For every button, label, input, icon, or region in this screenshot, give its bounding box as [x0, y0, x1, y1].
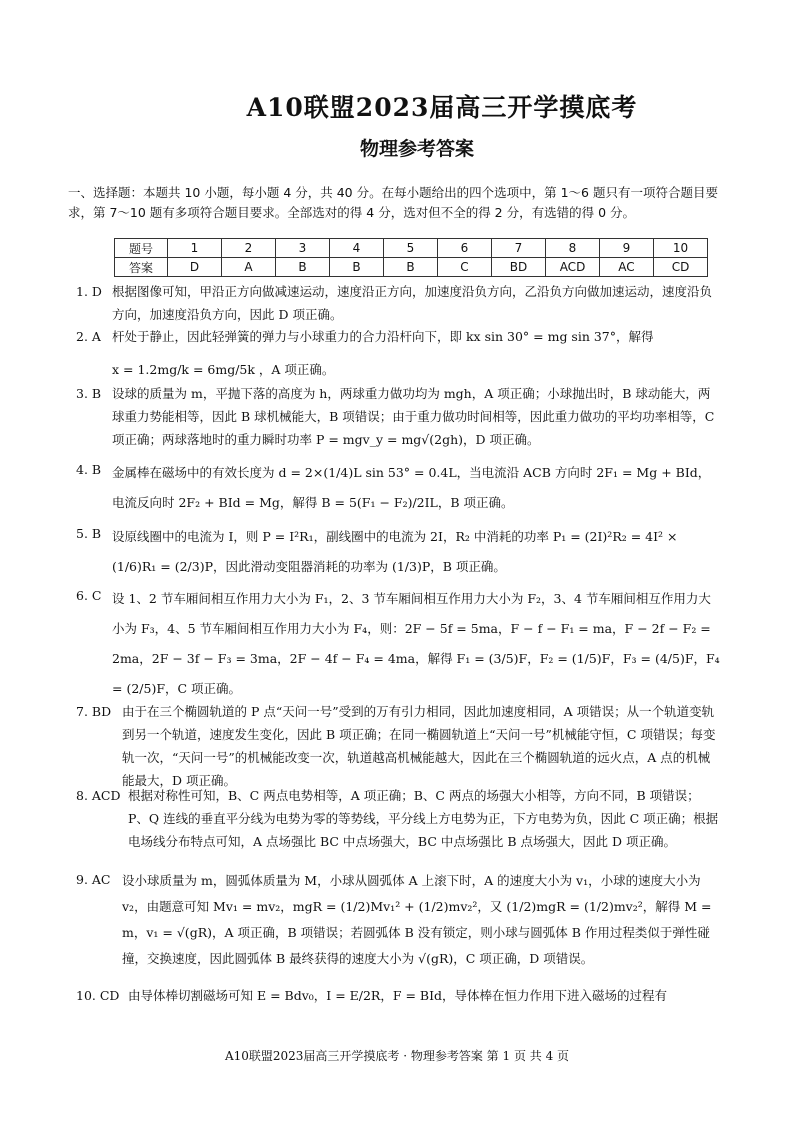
question-number: 4. B	[76, 462, 102, 477]
question-text: 设原线圈中的电流为 I，则 P = I²R₁，副线圈中的电流为 2I，R₂ 中消耗的功率 P₁ = (2I)²R₂ = 4I² × (1/6)R₁ = (2/3)P，因此滑动变阻器消耗的功率为 (1/3)P，B 项正确。	[112, 529, 678, 574]
table-cell: AC	[600, 258, 654, 277]
question-text: 杆处于静止，因此轻弹簧的弹力与小球重力的合力沿杆向下，即 kx sin 30° = mg sin 37°，解得	[112, 329, 654, 344]
table-cell: 2	[222, 239, 276, 258]
question-number: 1. D	[76, 284, 102, 299]
question-number: 9. AC	[76, 872, 111, 887]
table-cell: B	[384, 258, 438, 277]
table-row	[115, 239, 708, 258]
question-4	[76, 458, 720, 518]
question-5	[76, 522, 720, 582]
question-text: 设小球质量为 m，圆弧体质量为 M，小球从圆弧体 A 上滚下时，A 的速度大小为 v₁，小球的速度大小为 v₂，由题意可知 Mv₁ = mv₂，mgR = (1/2)Mv₁² + (1/2)mv₂²，又 (1/2)mgR = (1/2)mv₂²，解得 M = m，v₁ = √(gR)，A 项正确，B 项错误；若圆弧体 B 没有锁定，则小球与圆弧体 B 作用过程类似于弹性碰撞，交换速度，因此圆弧体 B 最终获得的速度大小为 √(gR)，C 项正确，D 项错误。	[122, 873, 712, 966]
page-subtitle: 物理参考答案	[359, 138, 474, 160]
answer-table	[114, 238, 708, 277]
question-3	[76, 382, 720, 451]
question-number: 2. A	[76, 329, 101, 344]
table-cell: 4	[330, 239, 384, 258]
table-cell: 3	[276, 239, 330, 258]
section-intro: 一、选择题：本题共 10 小题，每小题 4 分，共 40 分。在每小题给出的四个选项中，第 1～6 题只有一项符合题目要求，第 7～10 题有多项符合题目要求。全部选对的得 4 分，选对但不全的得 2 分，有选错的得 0 分。	[68, 185, 718, 220]
table-cell: 9	[600, 239, 654, 258]
question-text: 由于在三个椭圆轨道的 P 点“天问一号”受到的万有引力相同，因此加速度相同，A 项错误；从一个轨道变轨到另一个轨道，速度发生变化，因此 B 项正确；在同一椭圆轨道上“天问一号”机械能守恒，C 项错误；每变轨一次，“天问一号”的机械能改变一次，轨道越高机械能越大，因此在三个椭圆轨道的远火点，A 点的机械能最大，D 项正确。	[122, 704, 716, 788]
question-7	[76, 700, 720, 792]
table-cell: 题号	[115, 239, 168, 258]
question-6	[76, 584, 720, 704]
question-10	[76, 984, 720, 1007]
table-cell: D	[168, 258, 222, 277]
question-number: 5. B	[76, 526, 102, 541]
table-cell: 10	[654, 239, 708, 258]
question-9	[76, 868, 720, 972]
question-text: 根据图像可知，甲沿正方向做减速运动，速度沿正方向，加速度沿负方向，乙沿负方向做加速运动，速度沿负方向，加速度沿负方向，因此 D 项正确。	[112, 284, 713, 322]
question-text: 由导体棒切割磁场可知 E = Bdv₀，I = E/2R，F = BId，导体棒在恒力作用下进入磁场的过程有	[128, 988, 668, 1003]
table-cell: B	[330, 258, 384, 277]
table-cell: 8	[546, 239, 600, 258]
page-title: A10联盟2023届高三开学摸底考	[246, 93, 638, 122]
question-text: 金属棒在磁场中的有效长度为 d = 2×(1/4)L sin 53° = 0.4L，当电流沿 ACB 方向时 2F₁ = Mg + BId，电流反向时 2F₂ + BId = Mg，解得 B = 5(F₁ − F₂)/2IL，B 项正确。	[112, 465, 711, 510]
question-number: 3. B	[76, 386, 102, 401]
page-footer: A10联盟2023届高三开学摸底考 · 物理参考答案 第 1 页 共 4 页	[224, 1049, 570, 1063]
question-text: 根据对称性可知，B、C 两点电势相等，A 项正确；B、C 两点的场强大小相等，方向不同，B 项错误； P、Q 连线的垂直平分线为电势为零的等势线，平分线上方电势为正，下方电势为负，因此 C 项正确；根据电场线分布特点可知，A 点场强比 BC 中点场强大，BC 中点场强比 B 点场强大，因此 D 项正确。	[128, 788, 719, 849]
table-cell: CD	[654, 258, 708, 277]
question-2	[76, 325, 720, 381]
table-cell: 7	[492, 239, 546, 258]
table-cell: ACD	[546, 258, 600, 277]
question-1	[76, 280, 720, 326]
table-cell: B	[276, 258, 330, 277]
table-cell: C	[438, 258, 492, 277]
question-8	[76, 784, 720, 853]
table-cell: A	[222, 258, 276, 277]
table-cell: BD	[492, 258, 546, 277]
question-number: 8. ACD	[76, 788, 121, 803]
table-cell: 答案	[115, 258, 168, 277]
table-cell: 6	[438, 239, 492, 258]
table-cell: 5	[384, 239, 438, 258]
question-number: 10. CD	[76, 988, 120, 1003]
question-number: 7. BD	[76, 704, 112, 719]
question-text: x = 1.2mg/k = 6mg/5k ，A 项正确。	[112, 362, 335, 377]
question-text: 设 1、2 节车厢间相互作用力大小为 F₁，2、3 节车厢间相互作用力大小为 F₂，3、4 节车厢间相互作用力大小为 F₃，4、5 节车厢间相互作用力大小为 F₄，则：2F − 5f = 5ma，F − f − F₁ = ma，F − 2f − F₂ = 2ma，2F − 3f − F₃ = 3ma，2F − 4f − F₄ = 4ma，解得 F₁ = (3/5)F，F₂ = (1/5)F，F₃ = (4/5)F，F₄ = (2/5)F，C 项正确。	[112, 591, 720, 696]
table-row	[115, 258, 708, 277]
question-number: 6. C	[76, 588, 102, 603]
question-text: 设球的质量为 m，平抛下落的高度为 h，两球重力做功均为 mgh，A 项正确；小球抛出时，B 球动能大，两球重力势能相等，因此 B 球机械能大，B 项错误；由于重力做功时间相等，因此重力做功的平均功率相等，C 项正确；两球落地时的重力瞬时功率 P = mgv_y = mg√(2gh)，D 项正确。	[112, 386, 715, 447]
table-cell: 1	[168, 239, 222, 258]
